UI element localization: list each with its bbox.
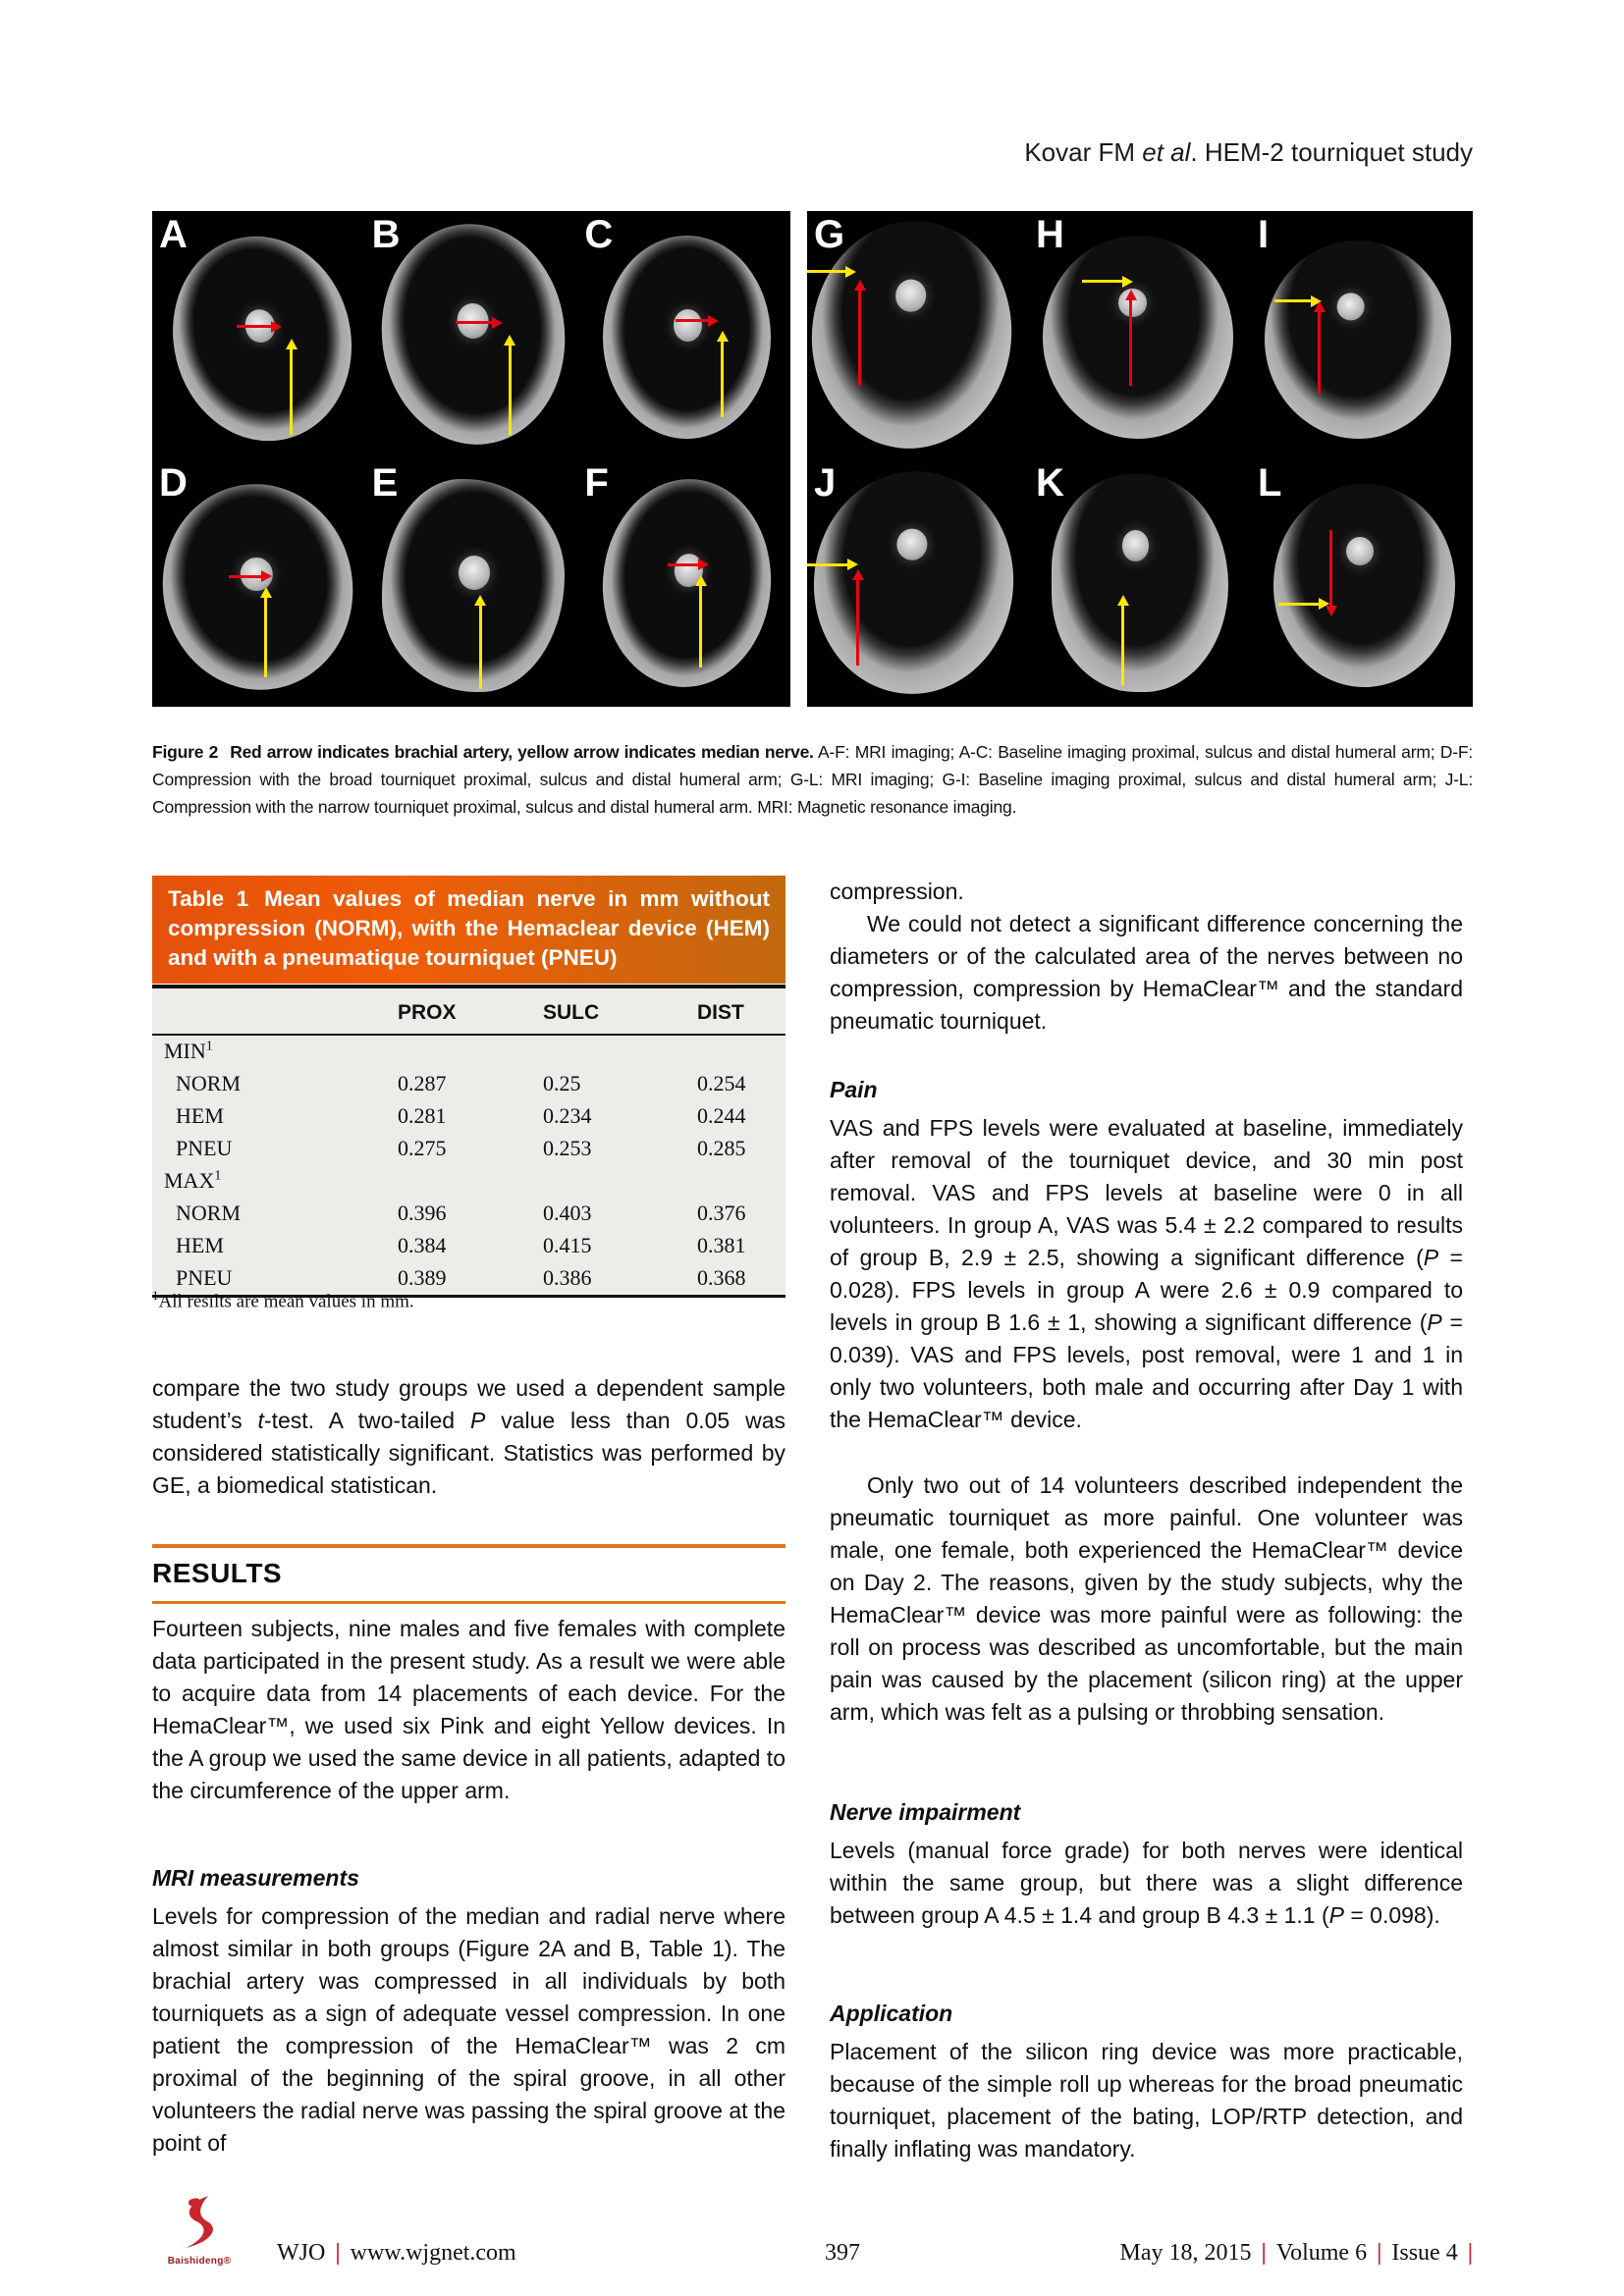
row-label: PNEU <box>176 1265 233 1290</box>
arm-cross-section <box>1043 236 1233 439</box>
panel-letter: K <box>1036 460 1064 505</box>
footer-separator: | <box>1467 2240 1473 2266</box>
cell-prox: 0.287 <box>398 1071 447 1095</box>
cell-prox <box>398 1165 543 1198</box>
table-row <box>152 1230 785 1262</box>
cell-sulc: 0.234 <box>543 1103 592 1128</box>
arm-cross-section <box>603 236 771 439</box>
pain-italic-p: P <box>1427 1309 1442 1335</box>
yellow-arrow-icon <box>1082 280 1123 283</box>
mri-panel-b <box>365 211 578 459</box>
cell-prox: 0.281 <box>398 1103 447 1128</box>
footer-issue: Issue 4 <box>1391 2240 1458 2266</box>
yellow-arrow-icon <box>699 585 702 667</box>
running-head-authors: Kovar FM <box>1024 137 1143 167</box>
table-header-dist: DIST <box>697 987 785 1035</box>
results-heading: RESULTS <box>152 1558 283 1588</box>
humerus-bone <box>674 309 702 342</box>
red-arrow-icon <box>229 575 262 578</box>
row-label: HEM <box>176 1233 224 1257</box>
stats-italic-p: P <box>469 1408 486 1433</box>
figure-caption-label: Figure 2 <box>152 742 219 762</box>
red-arrow-icon <box>1129 299 1132 386</box>
pain-text: VAS and FPS levels were evaluated at baseline, immediately after removal of the tourniquet device, and 30 min post removal. VAS and FPS levels at baseline were 0 in all volunteers. In group A, VAS was 5.4 ± 2.2 compared to results of group B, 2.9 ± 2.5, showing a significant difference ( <box>830 1115 1463 1270</box>
pain-text: = 0.028). FPS levels in group A were 2.6 ± 0.9 compared to levels in group B 1.6 ± 1, showing a significant difference ( <box>830 1245 1463 1335</box>
table-header-sulc: SULC <box>543 987 697 1035</box>
mri-panel-h <box>1029 211 1251 459</box>
pain-italic-p: P <box>1423 1245 1439 1270</box>
cell-sulc: 0.253 <box>543 1136 592 1160</box>
cell-sulc: 0.403 <box>543 1201 592 1225</box>
mri-panel-c <box>577 211 790 459</box>
pain-paragraph <box>830 1112 1463 1436</box>
stats-text: compare the two study groups we used a dependent sample student’s <box>152 1375 785 1433</box>
journal-website: www.wjgnet.com <box>350 2240 516 2266</box>
cell-prox: 0.396 <box>398 1201 447 1225</box>
arm-cross-section <box>807 463 1023 703</box>
table-title-label: Table 1 <box>168 886 249 911</box>
panel-letter: E <box>371 460 399 505</box>
cell-dist <box>697 1035 785 1068</box>
row-label-sup: 1 <box>214 1168 222 1184</box>
humerus-bone <box>459 556 490 590</box>
mri-measurements-paragraph: Levels for compression of the median and radial nerve where almost similar in both groups (Figure 2A and B, Table 1). The brachial artery was compressed in all individuals by both tourniquets as a sign of adequate vessel compression. In one patient the compression of the HemaClear™ was 2 cm proximal of the beginning of the spiral groove, in all other volunteers the radial nerve was passing the spiral groove at the point of <box>152 1903 785 2156</box>
row-label: HEM <box>176 1103 224 1128</box>
arm-cross-section <box>1273 484 1455 687</box>
panel-letter: H <box>1036 213 1064 256</box>
panel-letter: C <box>584 213 614 256</box>
mri-figure-block-right <box>807 211 1473 707</box>
panel-letter: I <box>1258 213 1270 256</box>
yellow-arrow-icon <box>509 345 512 435</box>
panel-letter: A <box>159 213 188 256</box>
red-arrow-icon <box>237 325 272 328</box>
red-arrow-icon <box>856 579 859 666</box>
running-head-title: . HEM-2 tourniquet study <box>1190 137 1473 167</box>
cell-dist: 0.368 <box>697 1265 746 1290</box>
yellow-arrow-icon <box>264 597 267 677</box>
running-head-etal: et al <box>1142 137 1191 167</box>
footer-volume: Volume 6 <box>1275 2240 1368 2266</box>
panel-letter: F <box>584 460 609 505</box>
pain-heading: Pain <box>830 1077 878 1102</box>
yellow-arrow-icon <box>479 605 482 689</box>
cell-dist: 0.254 <box>697 1071 746 1095</box>
humerus-bone <box>1122 530 1149 561</box>
cell-dist: 0.285 <box>697 1136 746 1160</box>
running-head <box>830 137 1473 168</box>
cell-dist: 0.381 <box>697 1233 746 1257</box>
mri-measurements-heading: MRI measurements <box>152 1865 359 1891</box>
yellow-arrow-icon <box>721 341 724 417</box>
mri-panel-a <box>152 211 365 459</box>
table-title <box>152 876 785 984</box>
table-row <box>152 1035 785 1068</box>
panel-letter: D <box>159 460 188 505</box>
table-title-text: Mean values of median nerve in mm without compression (NORM), with the Hemaclear device (HEM) and with a pneumatique tourniquet (PNEU) <box>168 886 770 970</box>
footer-separator: | <box>335 2240 341 2266</box>
red-arrow-icon <box>858 290 861 386</box>
table-row <box>152 1198 785 1230</box>
row-label: MIN <box>164 1039 206 1063</box>
stats-text: -test. A two-tailed <box>263 1408 470 1433</box>
figure-caption-bold: Red arrow indicates brachial artery, yellow arrow indicates median nerve. <box>230 742 814 762</box>
yellow-arrow-icon <box>1121 605 1124 685</box>
footer-date: May 18, 2015 <box>1119 2240 1252 2266</box>
table-row <box>152 1100 785 1133</box>
table-row <box>152 1068 785 1100</box>
table-row <box>152 1133 785 1165</box>
humerus-bone <box>895 528 928 561</box>
no-difference-paragraph: We could not detect a significant difference concerning the diameters or of the calculated area of the nerves between no compression, compression by HemaClear™ and the standard pneumatic tourniquet. <box>830 911 1463 1034</box>
panel-letter: J <box>814 460 837 505</box>
journal-abbrev: WJO <box>277 2240 326 2266</box>
stats-italic-t: t <box>257 1408 264 1433</box>
red-arrow-icon <box>1329 530 1332 607</box>
table-footnote <box>152 1288 785 1312</box>
humerus-bone <box>893 279 927 314</box>
red-arrow-icon <box>456 321 493 324</box>
table-1 <box>152 985 785 1298</box>
row-label: PNEU <box>176 1136 233 1160</box>
publisher-logo-text: Baishideng® <box>167 2256 232 2267</box>
yellow-arrow-icon <box>290 348 293 435</box>
footnote-text: All resilts are mean values in mm. <box>158 1291 414 1312</box>
arm-cross-section <box>1258 235 1457 446</box>
publisher-logo <box>155 2195 244 2267</box>
cell-prox: 0.275 <box>398 1136 447 1160</box>
arm-cross-section <box>371 215 576 454</box>
results-paragraph: Fourteen subjects, nine males and five females with complete data participated in the present study. As a result we were able to acquire data from 14 placements of each device. For the HemaClear™, we used six Pink and eight Yellow devices. In the A group we used the same device in all patients, adapted to the circumference of the upper arm. <box>152 1616 785 1803</box>
mri-panel-k <box>1029 459 1251 708</box>
cell-sulc: 0.25 <box>543 1071 581 1095</box>
footer-separator: | <box>1261 2240 1267 2266</box>
table-header-row <box>152 987 785 1035</box>
stats-text: value less than 0.05 was considered statistically significant. Statistics was performed by GE, a biomedical statistican. <box>152 1408 786 1498</box>
cell-sulc: 0.415 <box>543 1233 592 1257</box>
row-label: MAX <box>164 1168 215 1193</box>
mri-panel-g <box>807 211 1029 459</box>
red-arrow-icon <box>676 319 709 322</box>
page-number: 397 <box>825 2240 860 2266</box>
mri-panel-f <box>577 459 790 708</box>
cell-dist: 0.244 <box>697 1103 746 1128</box>
panel-letter: G <box>814 213 845 256</box>
yellow-arrow-icon <box>807 563 848 566</box>
mri-panel-j <box>807 459 1029 708</box>
cell-prox <box>398 1035 543 1068</box>
cell-sulc <box>543 1035 697 1068</box>
mri-panel-i <box>1251 211 1473 459</box>
yellow-arrow-icon <box>807 270 846 273</box>
pain-text: = 0.039). VAS and FPS levels, post removal, were 1 and 1 in only two volunteers, both male and occurring after Day 1 with the HemaClear™ device. <box>830 1309 1463 1432</box>
cell-prox: 0.389 <box>398 1265 447 1290</box>
stats-paragraph <box>152 1372 785 1502</box>
figure-caption <box>152 738 1473 821</box>
results-section-heading <box>152 1544 785 1604</box>
table-header-empty <box>152 987 398 1035</box>
application-paragraph: Placement of the silicon ring device was more practicable, because of the simple roll up whereas for the broad pneumatic tourniquet, placement of the bating, LOP/RTP detection, and finally inflating was mandatory. <box>830 2039 1463 2162</box>
row-label: NORM <box>176 1201 242 1225</box>
footer-journal <box>277 2240 516 2267</box>
humerus-bone <box>1335 292 1365 321</box>
footnote-sup: 1 <box>152 1288 159 1303</box>
footer-separator: | <box>1377 2240 1382 2266</box>
nerve-text: Levels (manual force grade) for both nerves were identical within the same group, but there was a slight difference between group A 4.5 ± 1.4 and group B 4.3 ± 1.1 ( <box>830 1838 1463 1928</box>
red-arrow-icon <box>668 563 699 566</box>
cell-dist: 0.376 <box>697 1201 746 1225</box>
cell-dist <box>697 1165 785 1198</box>
cell-prox: 0.384 <box>398 1233 447 1257</box>
humerus-bone <box>1346 537 1374 565</box>
panel-letter: B <box>371 213 401 256</box>
table-header-prox: PROX <box>398 987 543 1035</box>
footer-issue-info <box>884 2240 1473 2267</box>
yellow-arrow-icon <box>1274 299 1312 302</box>
arm-cross-section <box>382 479 565 692</box>
figure-caption-text: A-F: MRI imaging; A-C: Baseline imaging proximal, sulcus and distal humeral arm; D-F: Compression with the broad tourniquet proximal, sulcus and distal humeral arm; G-L: MRI imaging; G-I: Baseline imaging proximal, sulcus and distal humeral arm; J-L: Compression with the narrow tourniquet proximal, sulcus and distal humeral arm. MRI: Magnetic resonance imaging. <box>152 742 1474 817</box>
nerve-impairment-heading: Nerve impairment <box>830 1799 1021 1825</box>
mri-panel-e <box>365 459 578 708</box>
nerve-text: = 0.098). <box>1343 1902 1440 1928</box>
application-heading: Application <box>830 2001 953 2026</box>
arm-cross-section <box>1052 474 1229 692</box>
cell-sulc <box>543 1165 697 1198</box>
arm-cross-section <box>596 473 779 693</box>
mri-panel-l <box>1251 459 1473 708</box>
nerve-impairment-paragraph <box>830 1835 1463 1932</box>
table-row <box>152 1165 785 1198</box>
red-arrow-icon <box>1318 311 1321 394</box>
mri-figure-block-left <box>152 211 790 707</box>
row-label-sup: 1 <box>205 1039 213 1054</box>
nerve-italic-p: P <box>1328 1902 1344 1928</box>
panel-letter: L <box>1258 460 1282 505</box>
continued-paragraph-end: compression. <box>830 879 964 904</box>
yellow-arrow-icon <box>1278 603 1320 606</box>
pain-paragraph-2: Only two out of 14 volunteers described independent the pneumatic tourniquet as more painful. One volunteer was male, one female, both experienced the HemaClear™ device on Day 2. The reasons, given by the study subjects, why the HemaClear™ device was more painful were as following: the roll on process was described as uncomfortable, but the main pain was caused by the placement (silicon ring) at the upper arm, which was felt as a pulsing or throbbing sensation. <box>830 1472 1463 1725</box>
baishideng-logo-icon <box>169 2195 230 2250</box>
mri-panel-d <box>152 459 365 708</box>
row-label: NORM <box>176 1071 242 1095</box>
cell-sulc: 0.386 <box>543 1265 592 1290</box>
